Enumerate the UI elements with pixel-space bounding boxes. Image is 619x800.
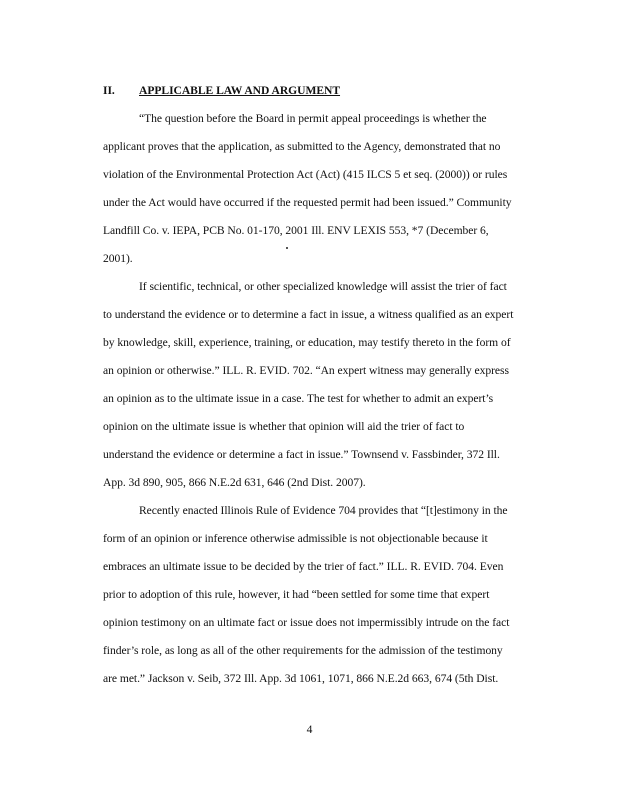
paragraph-3-line-3: embraces an ultimate issue to be decided by the trier of fact.” ILL. R. EVID. 704. Even bbox=[103, 560, 504, 573]
paragraph-3-line-5: opinion testimony on an ultimate fact or issue does not impermissibly intrude on the fact bbox=[103, 616, 510, 629]
section-title: APPLICABLE LAW AND ARGUMENT bbox=[139, 84, 341, 97]
paragraph-2-line-2: to understand the evidence or to determine a fact in issue, a witness qualified as an expert bbox=[103, 308, 514, 321]
paragraph-2-line-6: opinion on the ultimate issue is whether that opinion will aid the trier of fact to bbox=[103, 420, 465, 433]
paragraph-1-line-3: violation of the Environmental Protection Act (Act) (415 ILCS 5 et seq. (2000)) or rules bbox=[103, 168, 508, 181]
scan-speck bbox=[286, 247, 288, 249]
paragraph-3-line-7: are met.” Jackson v. Seib, 372 Ill. App. 3d 1061, 1071, 866 N.E.2d 663, 674 (5th Dist. bbox=[103, 672, 499, 685]
page-number: 4 bbox=[306, 723, 313, 736]
paragraph-3-line-1: Recently enacted Illinois Rule of Evidence 704 provides that “[t]estimony in the bbox=[139, 504, 508, 517]
paragraph-1-line-6: 2001). bbox=[103, 252, 133, 265]
paragraph-1-line-4: under the Act would have occurred if the requested permit had been issued.” Community bbox=[103, 196, 512, 209]
paragraph-3-line-2: form of an opinion or inference otherwise admissible is not objectionable because it bbox=[103, 532, 488, 545]
paragraph-1-line-5: Landfill Co. v. IEPA, PCB No. 01-170, 2001 Ill. ENV LEXIS 553, *7 (December 6, bbox=[103, 224, 489, 237]
paragraph-2-line-4: an opinion or otherwise.” ILL. R. EVID. 702. “An expert witness may generally express bbox=[103, 364, 509, 377]
paragraph-2-line-3: by knowledge, skill, experience, training, or education, may testify thereto in the form of bbox=[103, 336, 511, 349]
paragraph-1-line-1: “The question before the Board in permit appeal proceedings is whether the bbox=[139, 112, 487, 125]
paragraph-3-line-6: finder’s role, as long as all of the other requirements for the admission of the testimony bbox=[103, 644, 503, 657]
paragraph-2-line-5: an opinion as to the ultimate issue in a case. The test for whether to admit an expert’s bbox=[103, 392, 494, 405]
section-number: II. bbox=[103, 84, 115, 97]
paragraph-2-line-8: App. 3d 890, 905, 866 N.E.2d 631, 646 (2nd Dist. 2007). bbox=[103, 476, 366, 489]
paragraph-1-line-2: applicant proves that the application, as submitted to the Agency, demonstrated that no bbox=[103, 140, 501, 153]
paragraph-2-line-7: understand the evidence or determine a fact in issue.” Townsend v. Fassbinder, 372 Ill. bbox=[103, 448, 500, 461]
paragraph-3-line-4: prior to adoption of this rule, however, it had “been settled for some time that expert bbox=[103, 588, 490, 601]
paragraph-2-line-1: If scientific, technical, or other specialized knowledge will assist the trier of fact bbox=[139, 280, 507, 293]
